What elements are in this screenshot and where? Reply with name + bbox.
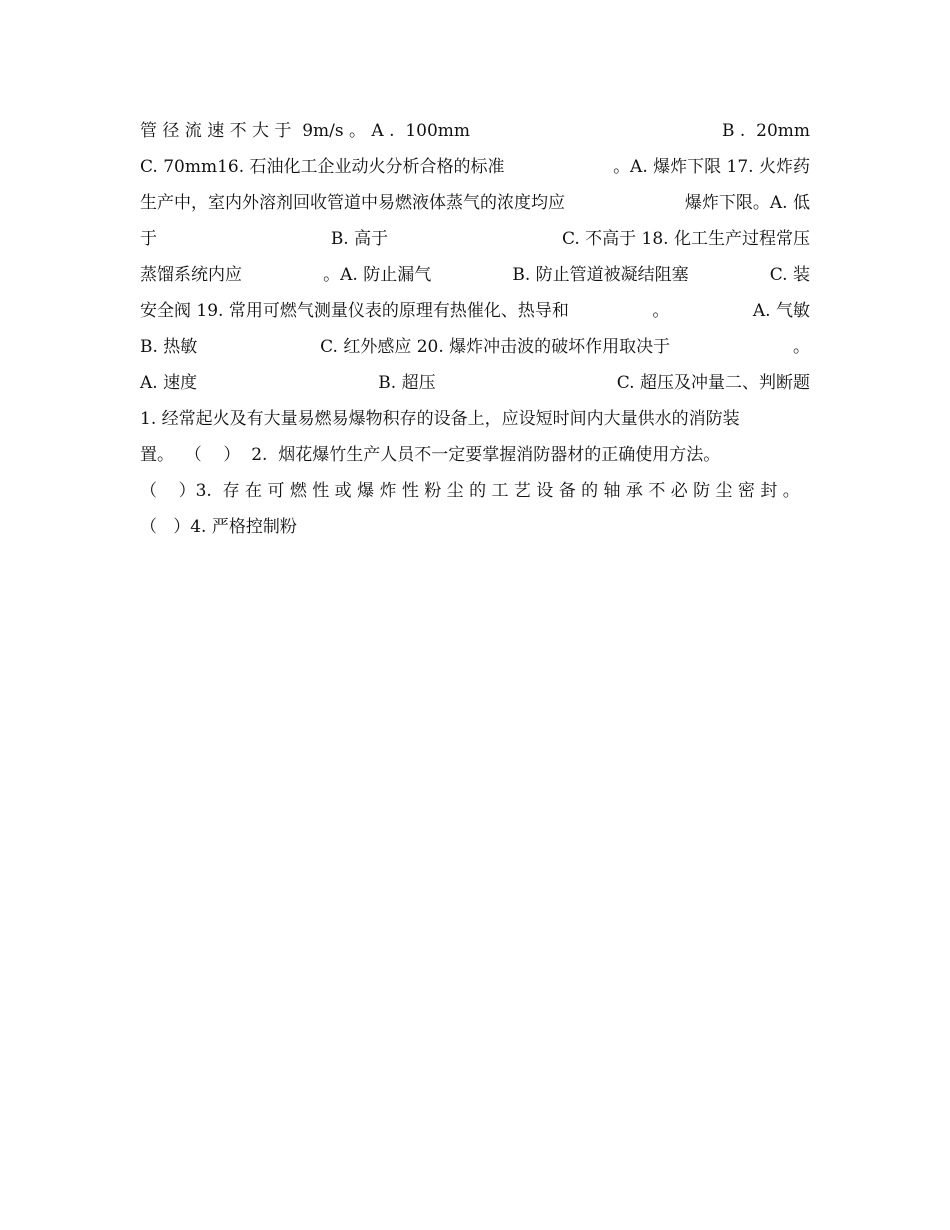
text-segment: C. 装 — [769, 265, 810, 285]
text-line-8 — [140, 365, 810, 401]
text-segment: 管 径 流 速 不 大 于 9m/s 。 A . 100mm — [140, 121, 471, 141]
text-segment: 。A. 爆炸下限 17. 火炸药 — [613, 157, 810, 177]
text-segment: 蒸馏系统内应 — [140, 265, 242, 285]
text-line-5 — [140, 257, 810, 293]
text-segment: A. 速度 — [140, 373, 198, 393]
text-segment: （ ）4. 严格控制粉 — [140, 517, 297, 537]
text-line-6 — [140, 293, 810, 329]
text-line-10 — [140, 437, 810, 473]
text-segment: 爆炸下限。A. 低 — [684, 193, 810, 213]
text-line-1 — [140, 113, 810, 149]
text-segment: A. 气敏 — [752, 301, 810, 321]
text-segment: B. 防止管道被凝结阻塞 — [512, 265, 689, 285]
text-segment: 于 — [140, 229, 157, 249]
text-segment: B. 热敏 — [140, 337, 198, 357]
text-line-2 — [140, 149, 810, 185]
text-line-11 — [140, 473, 810, 509]
text-segment: 。A. 防止漏气 — [323, 265, 432, 285]
text-segment: B. 高于 — [330, 229, 389, 249]
text-segment: 安全阀 19. 常用可燃气测量仪表的原理有热催化、热导和 — [140, 301, 569, 321]
document-body — [140, 113, 810, 545]
text-segment: 。 — [793, 337, 810, 357]
text-line-4 — [140, 221, 810, 257]
text-segment: 置。 （ ） 2. 烟花爆竹生产人员不一定要掌握消防器材的正确使用方法。 — [140, 445, 721, 465]
text-segment: B . 20mm — [722, 121, 810, 141]
text-line-7 — [140, 329, 810, 365]
text-segment: 生产中，室内外溶剂回收管道中易燃液体蒸气的浓度均应 — [140, 193, 565, 213]
text-line-9 — [140, 401, 810, 437]
text-segment: C. 不高于 18. 化工生产过程常压 — [561, 229, 810, 249]
text-line-3 — [140, 185, 810, 221]
text-segment: C. 超压及冲量二、判断题 — [616, 373, 810, 393]
text-segment: B. 超压 — [378, 373, 436, 393]
text-segment: C. 红外感应 20. 爆炸冲击波的破坏作用取决于 — [320, 337, 671, 357]
text-segment: （ ）3. 存 在 可 燃 性 或 爆 炸 性 粉 尘 的 工 艺 设 备 的 轴 承 不 必 防 尘 密 封 。 — [140, 481, 800, 501]
text-line-12 — [140, 509, 810, 545]
text-segment: 。 — [652, 301, 670, 321]
text-segment: 1. 经常起火及有大量易燃易爆物积存的设备上，应设短时间内大量供水的消防装 — [140, 409, 740, 429]
text-segment: C. 70mm16. 石油化工企业动火分析合格的标准 — [140, 157, 505, 177]
